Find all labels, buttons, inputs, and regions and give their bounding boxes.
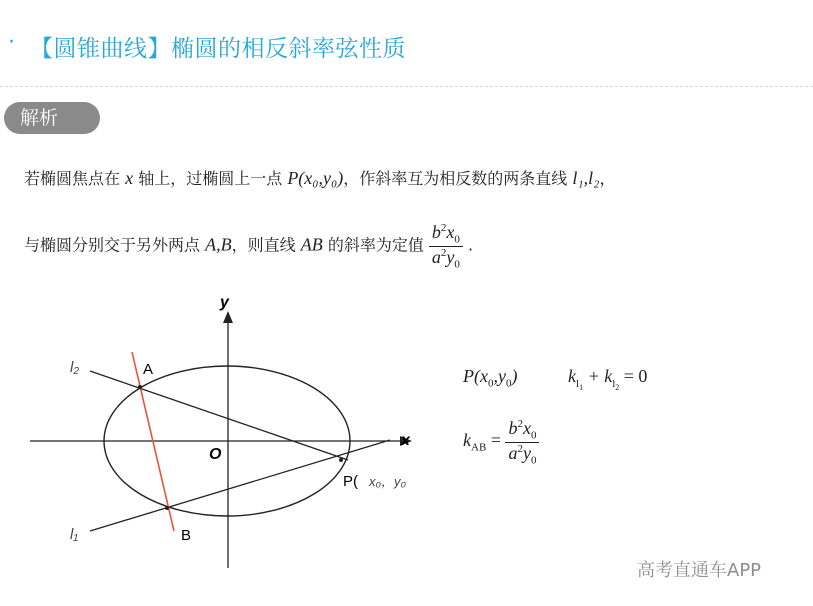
- title-bullet: ·: [8, 30, 15, 55]
- text: 与椭圆分别交于另外两点: [24, 235, 201, 255]
- divider: [0, 86, 813, 87]
- paragraph-line-2: [24, 222, 473, 270]
- label-a: A: [143, 361, 154, 378]
- text: ，则直线: [231, 235, 296, 255]
- text: 的斜率为定值: [327, 235, 424, 255]
- section-badge: 解析: [4, 102, 100, 134]
- text: ，作斜率互为相反数的两条直线: [343, 169, 568, 188]
- watermark: 高考直通车APP: [637, 560, 762, 581]
- slope-fraction: $\frac{b^2x_0}{a^2y_0}$: [429, 222, 463, 270]
- y-axis-arrow: [223, 311, 233, 323]
- ellipse-diagram: [0, 280, 460, 580]
- math-points: A,B: [205, 234, 232, 255]
- label-l1: l₁: [70, 526, 79, 543]
- label-p-coords: x₀，y₀: [369, 474, 406, 489]
- label-l2: l₂: [70, 359, 80, 376]
- math-point-p: P(x₀,y₀): [287, 168, 344, 188]
- math-axis: x: [125, 168, 134, 188]
- formula-slope-sum: $k_{l_1} + k_{l_2} = 0$: [568, 366, 648, 392]
- point-p-dot: [339, 458, 343, 462]
- label-origin: O: [209, 446, 222, 463]
- label-b: B: [181, 527, 192, 544]
- paragraph-line-1: [24, 166, 615, 189]
- formula-point: $P(x_0,y_0)$: [463, 366, 518, 390]
- label-x: x: [401, 432, 410, 449]
- label-p: P(: [343, 473, 358, 490]
- math-lines: l₁,l₂: [572, 168, 600, 188]
- text: 若椭圆焦点在: [24, 169, 121, 188]
- kab-fraction: $\frac{b^2x_0}{a^2y_0}$: [505, 418, 539, 466]
- text: ，: [599, 169, 616, 188]
- formula-kab: $k_{AB}$ = $\frac{b^2x_0}{a^2y_0}$: [463, 418, 539, 466]
- page-title: 【圆锥曲线】椭圆的相反斜率弦性质: [30, 36, 406, 62]
- point-b-dot: [165, 506, 169, 510]
- point-a-dot: [138, 385, 142, 389]
- label-y: y: [220, 294, 229, 311]
- text: 轴上，过椭圆上一点: [138, 169, 283, 188]
- math-ab: AB: [300, 234, 323, 255]
- text: .: [468, 235, 474, 255]
